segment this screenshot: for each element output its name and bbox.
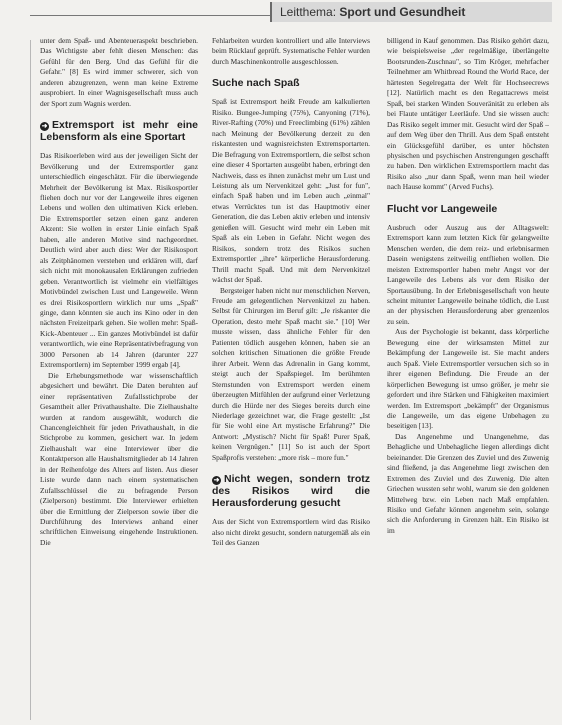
col3-paragraph-3: Aus der Psychologie ist bekannt, dass körperliche Bewegung eine der wirksamsten Mittel zur Bekämpfung der Langeweile ist. Sie macht anders auch Spaß. Viele Extremsportler versuchen sich so in ihrer eigenen Befindung. Die Freude an der körperlichen Bewegung ist umso größer, je mehr sie gefordert und ihre Stärken und Fähigkeiten maximiert werden. Im Extremsport „bekämpft" der Organismus die Langeweile, um das eigene Unbehagen zu beseitigen [13]. [387,327,549,431]
column-2 [212,36,370,549]
column-1 [40,36,198,548]
col1-paragraph-3: Die Erhebungsmethode war wissenschaftlich abgesichert und bewährt. Die Daten beruhten auf einer repräsentativen Zufallsstichprobe der Gesamtheit aller Privathaushalte. Die Zielhaushalte wurden at random ausgewählt, wodurch die Chancengleichheit für jeden Privathaushalt, in die Stichprobe zu kommen, gesichert war. In jedem Zielhaushalt war eine Interviewer über die Kontaktperson alle Haushaltsmitglieder ab 14 Jahren in der Reihenfolge des Alters auf listen. Aus dieser Liste wurde dann nach einem systematischen Zufallsschlüssel die zu befragende Person (Zielperson) bestimmt. Die Interviewer erhielten über die Ermittlung der Zielperson sowie über die Durchführung des Interviews anhand einer schriftlichen Einweisung eingehende Instruktionen. Die [40,370,198,547]
col1-heading-1 [40,119,198,143]
col1-paragraph-2: Das Risikoerleben wird aus der jeweiligen Sicht der Bevölkerung und der Extremsportler ganz unterschiedlich eingeschätzt. Für die überwiegende Mehrheit der Bevölkerung ist Max. Risikosportler fliehen doch nur vor der Langeweile ihres eigenen Lebens und wollen den ultimativen Kick erleben. Die Extremsportler setzen einen ganz anderen Akzent: Sie wollen in erster Linie einfach Spaß haben, alle anderen Motive sind nachgeordnet. Deutlich wird aber auch dies: Wer der Risikosport als Zeitphänomen verstehen und erklären will, darf sich nicht mit monokausalen Erklärungen zufrieden geben. Verantwortlich ist vielmehr ein vielfältiges Motivbündel zwischen Lust und Langeweile. Wenn es drei Risikosportlern wirklich nur ums „Spaß" ginge, dann könnten sie auch ins Kino oder in den nächsten Freizeitpark gehen. Sie wollen mehr: Spaß-Kick-Abenteuer ... Ein ganzes Motivbündel ist dafür verantwortlich, wie eine Repräsentativbefragung von 3000 Personen ab 14 Jahren (darunter 227 Extremsportlern) im September 1999 ergab [4]. [40,151,198,370]
col2-heading-2 [212,473,370,509]
section-prefix: Leitthema: [280,5,340,19]
arrow-bullet-icon: ➜ [41,123,48,131]
section-title: Sport und Gesundheit [339,5,466,19]
col3-paragraph-2: Ausbruch oder Auszug aus der Alltagswelt: Extremsport kann zum letzten Kick für gelangweilte Menschen werden, die dem reiz- und erlebnisarmen Dasein wenigstens zeitweilig entfliehen wollen. Die meisten Extremsportler haben mehr Angst vor der Langeweile des Lebens als vor dem Risiko der Sportausübung. In der Erlebnisgesellschaft von heute scheint mitunter Langeweile beinahe tödlich, die Lust an der physischen Herausforderung aber grenzenlos zu sein. [387,222,549,326]
col3-paragraph-1: billigend in Kauf genommen. Das Risiko gehört dazu, wie beispielsweise „der regelmäßige, überlängelte Bootsrunden-Zuschnau", so Tim Kröger, mehrfacher Teilnehmer am Whitbread Round the World Race, der härtesten Segelregatta der Welt für Hochseecrews [12]. Natürlich macht es den Regattacrews meist Spaß, bei starken Winden Souveränität zu erleben als bei Flaute untätiger Leerläufe. Und sie wissen auch: Das Risiko segelt immer mit. Gesucht wird der Spaß – auf dem Weg über den Thrill. Aus dem Spaß entsteht ein Glücksgefühl darüber, es unter höchsten physischen und psychischen Anstrengungen geschafft zu haben. Den wirklichen Extremsportlern macht das Risiko also „nur dann Spaß, wenn man heil wieder nach Hause kommt" (Arved Fuchs). [387,36,549,192]
col2-paragraph-3: Bergsteiger haben nicht nur menschlichen Nerven, Freude am gelegentlichen Nervenkitzel zu haben. Selbst für Chirurgen im Beruf gilt: „Je riskanter die Operation, desto mehr Spaß macht sie." [10] Wer musste wissen, dass ähnliche Fehler für den Patienten tödlich ausgehen können, haben sie an solchen kritischen Situationen die größte Freude ihrer Arbeit. Wenn das Adrenalin in Gang kommt, steigt auch der Spaßspiegel. Im berühmten Sternstunden von Extremsport werden einem überzeugten Mitfühlen der aufgrund einer Verletzung durch die Hürde ner des Sieges bereits durch eine Niederlage gezeichnet war, die Frage gestellt: „Ist für Sie wohl eine Art mystische Erfahrung?" Die Antwort: „Mystisch? Nicht für Spaß! Purer Spaß, keinen Vergnügen." [11] So ist auch der Sport Spaßprofis verstehen: „more risk – more fun." [212,285,370,462]
col2-heading-2-text: Nicht wegen, sondern trotz des Risikos wird die Herausforderung gesucht [212,473,370,510]
arrow-bullet-icon: ➜ [213,477,220,485]
left-margin-line [30,40,31,720]
section-header-text [280,5,465,19]
col2-paragraph-2: Spaß ist Extremsport heißt Freude am kalkulierten Risiko. Bungee-Jumping (75%), Canyoning (71%), River-Rafting (70%) und Freeclimbing (61%) zählen nach Meinung der Bevölkerung derzeit zu den riskantesten und wagnisreichsten Extremsportarten. Die Befragung von Extremsportlern, die selbst schon eine dieser 4 Sportarten ausgeübt haben, erbringt den Nachweis, dass es ihnen zunächst mehr um Lust und Leistung als um Nervenkitzel geht: „Just for fun", einfach Spaß haben und im Leben auch „einmal" etwas Verrücktes tun ist das Hauptmotiv einer Generation, die das Leben aktiv erleben und intensiv genießen will. Gesucht wird mehr ein Leben mit Spaß als ein Leben in Gefahr. Nicht wegen des Risikos, sondern trotz des Risikos suchen Extremsportler „ihre" körperliche Herausforderung. Thrill macht Spaß. Und mit dem Nervenkitzel wächst der Spaß. [212,97,370,285]
col2-heading-1-text: Suche nach Spaß [212,77,300,90]
col2-paragraph-1: Fehlarbeiten wurden kontrolliert und alle Interviews beim Rücklauf geprüft. Systematische Fehler wurden durch Maschinenkontrolle ausgeschlossen. [212,36,370,66]
col3-heading-1-text: Flucht vor Langeweile [387,202,498,215]
col3-heading-1 [387,203,549,215]
col1-heading-1-text: Extremsport ist mehr eine Lebensform als eine Sportart [40,119,198,144]
section-header [270,2,552,22]
col2-paragraph-4: Aus der Sicht von Extremsportlern wird das Risiko also nicht direkt gesucht, sondern naturgemäß als ein Teil des Ganzen [212,517,370,548]
column-3 [387,36,549,536]
col3-paragraph-4: Das Angenehme und Unangenehme, das Behagliche und Unbehagliche liegen allerdings dicht beieinander. Die Grenzen des Zuviel und des Zuwenig sind fließend, ja das Angenehme liegt zwischen den Extremen des Zuviel und des Zuwenig. Die alten Griechen wussten sehr wohl, warum sie den goldenen Mittelweg bzw. ein Leben nach Maß empfahlen. Risiko und Gefahr können angenehm sein, solange sich die Anforderung in Grenzen hält. Ein Risiko ist im [387,431,549,535]
col1-paragraph-1: unter dem Spaß- und Abenteueraspekt beschrieben. Das Wichtigste aber fehlt diesen Menschen: das Gefühl für den Berg. Und das Gefühl für die Gefahr." [8] Es wird immer schwerer, sich von anderen abzugrenzen, wenn man keine Extreme ausprobiert. In einer Wagnisgesellschaft muss auch der Sport zum Wagnis werden. [40,36,198,108]
col2-heading-1 [212,77,370,89]
